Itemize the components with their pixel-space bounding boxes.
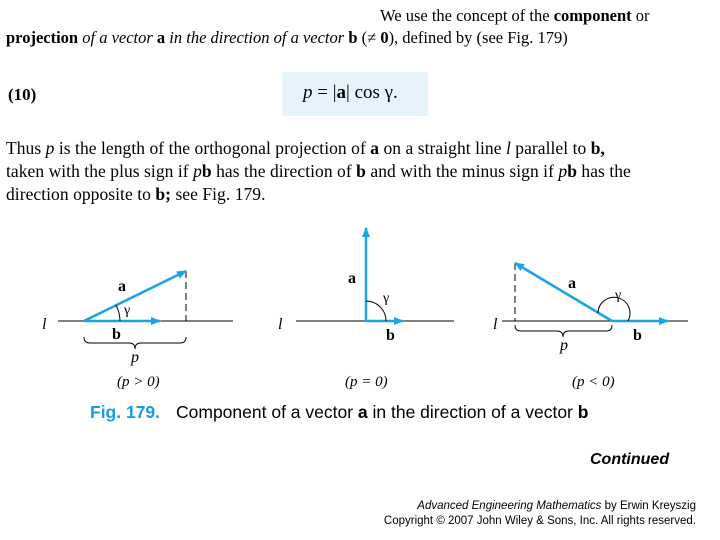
- panel-p-zero: [278, 228, 454, 390]
- vector-b: b: [348, 28, 358, 47]
- book-author: by Erwin Kreyszig: [601, 500, 696, 512]
- label-a: a: [118, 278, 126, 295]
- label-b: b: [112, 326, 121, 343]
- label-l: l: [278, 316, 283, 333]
- para-text: p: [558, 161, 568, 181]
- para-text: has the: [577, 161, 631, 181]
- para-text: see Fig. 179.: [171, 184, 266, 204]
- vector-a-arrow: [84, 271, 186, 321]
- eq-text: = |: [312, 82, 337, 103]
- intro-text: We use: [380, 6, 432, 25]
- condition-label: (p > 0): [117, 374, 160, 390]
- condition-label: (p < 0): [572, 374, 615, 390]
- caption-text: a: [357, 402, 368, 422]
- label-b: b: [386, 327, 395, 344]
- angle-arc: [598, 297, 630, 321]
- label-b: b: [633, 327, 642, 344]
- intro-text: ), defined by (see Fig. 179): [388, 28, 568, 47]
- para-text: direction opposite to: [6, 184, 156, 204]
- term-component: component: [553, 6, 632, 25]
- para-text: b: [567, 161, 577, 181]
- panel-p-negative: [493, 263, 688, 390]
- label-a: a: [568, 275, 576, 292]
- para-text: and with the minus sign if: [365, 161, 559, 181]
- para-text: taken with the plus sign if: [6, 161, 194, 181]
- caption-text: b: [577, 402, 589, 422]
- para-text: p: [193, 161, 202, 181]
- term-projection: projection: [6, 28, 79, 47]
- intro-text: or: [631, 6, 650, 25]
- intro-text: in the direction of a vector: [165, 28, 349, 47]
- label-a: a: [348, 270, 356, 287]
- para-text: Thus: [6, 138, 46, 158]
- panel-p-positive: [42, 271, 233, 390]
- projection-brace: [84, 337, 186, 349]
- continued-label: Continued: [590, 451, 670, 468]
- label-gamma: γ: [615, 288, 622, 303]
- intro-text: of a vector: [78, 28, 157, 47]
- angle-arc: [116, 305, 120, 321]
- book-title: Advanced Engineering Mathematics: [417, 500, 602, 512]
- equation-number: (10): [8, 85, 37, 104]
- label-l: l: [493, 316, 498, 333]
- intro-text: (≠: [357, 28, 381, 47]
- eq-p: p: [303, 82, 313, 103]
- condition-label: (p = 0): [345, 374, 388, 390]
- para-text: b: [356, 161, 366, 181]
- label-l: l: [42, 316, 47, 333]
- label-p: p: [131, 349, 139, 366]
- para-text: is the length of the orthogonal projection of: [54, 138, 371, 158]
- para-text: b,: [590, 138, 605, 158]
- copyright-notice: Copyright © 2007 John Wiley & Sons, Inc. All rights reserved.: [383, 515, 696, 527]
- vector-a-arrow: [515, 263, 612, 321]
- para-text: b;: [155, 184, 172, 204]
- projection-brace: [515, 325, 612, 337]
- figure-caption-label: Fig. 179.: [90, 402, 161, 422]
- eq-text: | cos γ.: [346, 82, 398, 103]
- para-text: has the direction of: [211, 161, 357, 181]
- zero-vector: 0: [380, 28, 389, 47]
- para-text: a: [370, 138, 380, 158]
- label-p: p: [560, 337, 568, 354]
- para-text: b: [201, 161, 212, 181]
- figure-caption-text: [176, 402, 588, 423]
- book-credit: [417, 500, 696, 512]
- para-text: on a straight line: [379, 138, 506, 158]
- eq-a: a: [336, 82, 347, 103]
- para-text: l: [505, 138, 511, 158]
- caption-text: in the direction of a vector: [367, 402, 578, 422]
- intro-text: the concept of the: [431, 6, 554, 25]
- vector-a: a: [156, 28, 166, 47]
- caption-text: Component of a vector: [176, 402, 358, 422]
- label-gamma: γ: [124, 303, 131, 318]
- label-gamma: γ: [383, 291, 390, 306]
- para-text: parallel to: [510, 138, 591, 158]
- para-text: p: [45, 138, 55, 158]
